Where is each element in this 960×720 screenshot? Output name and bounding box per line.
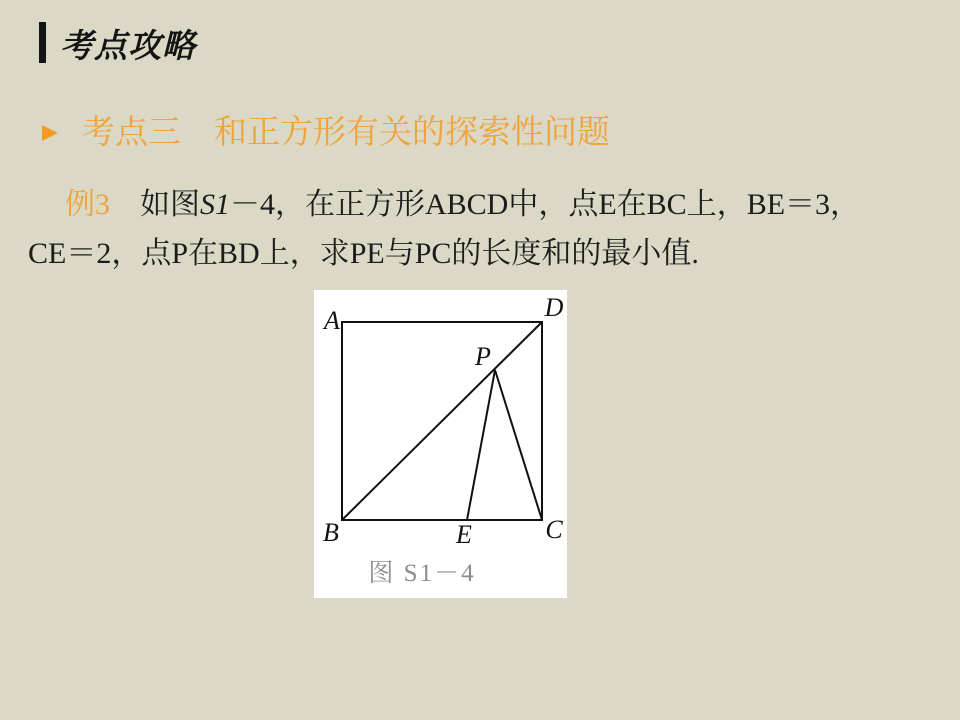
segment-pc (495, 370, 542, 520)
triangle-bullet-icon (42, 125, 58, 141)
figure-caption: 图 S1－4 (368, 560, 476, 587)
example-label: 例3 (65, 188, 110, 221)
section-title: 考点三 和正方形有关的探索性问题 (82, 115, 610, 151)
point-label-p: P (475, 342, 491, 371)
problem-text (28, 180, 943, 278)
page-title: 考点攻略 (60, 27, 196, 64)
vertex-label-c: C (545, 515, 563, 544)
figure-reference-variable: S1 (200, 188, 230, 221)
problem-line-1 (28, 180, 943, 229)
vertex-label-b: B (323, 518, 339, 547)
vertex-label-a: A (324, 306, 340, 335)
problem-line-2: CE＝2，点P在BD上，求PE与PC的长度和的最小值. (28, 237, 699, 270)
point-label-e: E (456, 520, 472, 549)
geometry-diagram (314, 290, 567, 598)
vertex-label-d: D (544, 293, 564, 322)
figure-panel (314, 290, 567, 598)
problem-line1-rest: －4，在正方形ABCD中，点E在BC上，BE＝3， (230, 188, 861, 221)
problem-line1-prefix: 如图 (110, 188, 200, 221)
header-accent-bar (39, 22, 46, 63)
